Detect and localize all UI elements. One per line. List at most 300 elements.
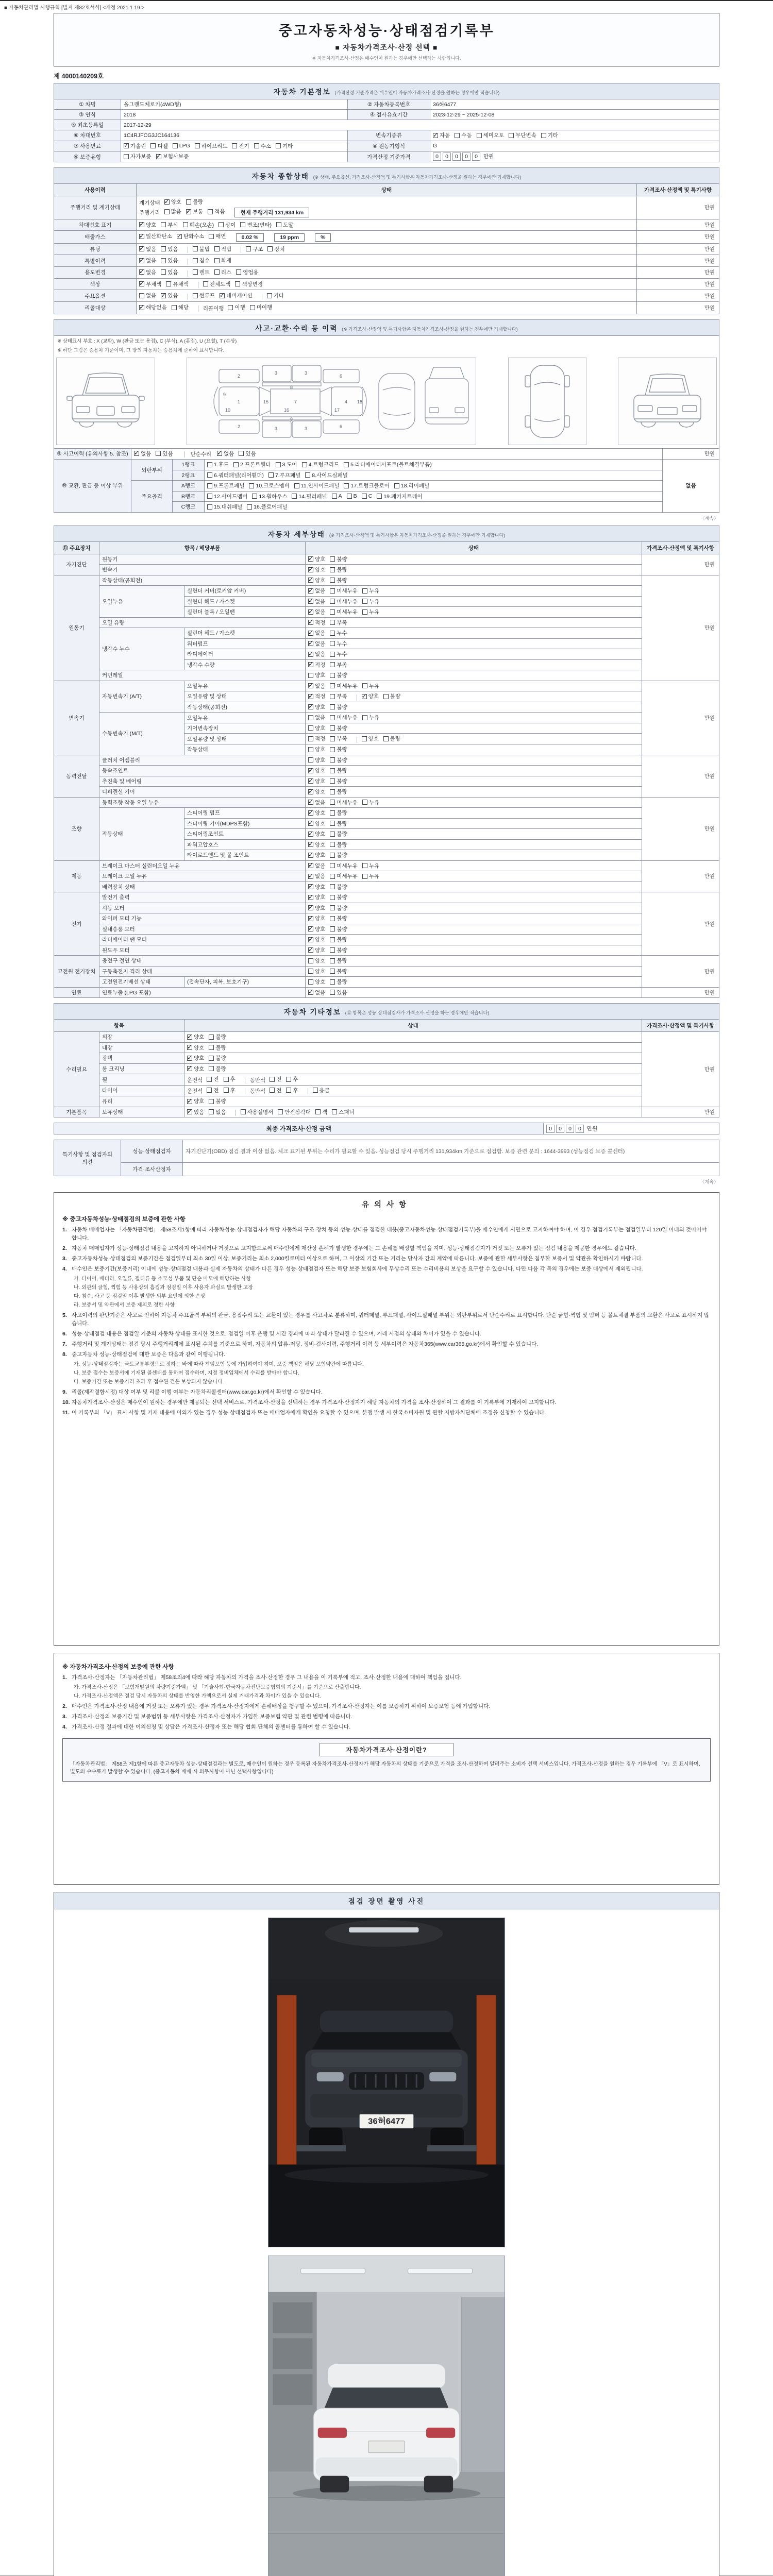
checkbox[interactable] [219,222,224,227]
checkbox[interactable] [270,1088,275,1093]
checkbox[interactable] [139,281,144,286]
checkbox[interactable] [362,494,367,499]
checkbox[interactable] [308,789,313,794]
checkbox[interactable] [276,222,281,227]
checkbox[interactable] [193,269,198,275]
checkbox[interactable] [308,768,313,773]
checkbox-option-침수[interactable] [193,257,210,264]
checkbox-option-적정[interactable] [308,735,325,742]
checkbox[interactable] [330,916,335,921]
checkbox-option-불량[interactable] [330,777,347,785]
checkbox[interactable] [161,293,166,298]
checkbox[interactable] [308,736,313,741]
checkbox[interactable] [308,821,313,826]
checkbox-option-썬루프[interactable] [193,292,215,299]
checkbox-option-양호[interactable] [308,978,325,986]
checkbox[interactable] [193,293,198,298]
checkbox[interactable] [330,620,335,625]
checkbox[interactable] [183,222,188,227]
checkbox[interactable] [209,234,214,239]
checkbox[interactable] [236,269,241,275]
checkbox[interactable] [220,293,225,298]
checkbox[interactable] [294,483,299,488]
checkbox-option-없음[interactable] [134,450,151,457]
checkbox-option-양호[interactable] [308,756,325,764]
checkbox[interactable] [477,133,482,138]
checkbox[interactable] [240,222,245,227]
checkbox-option-없음[interactable] [308,989,325,996]
checkbox[interactable] [330,937,335,942]
checkbox[interactable] [308,905,313,910]
checkbox-option-양호[interactable] [308,957,325,964]
checkbox[interactable] [161,258,166,263]
checkbox[interactable] [362,736,367,741]
checkbox[interactable] [207,494,212,499]
checkbox-option-양호[interactable] [308,577,325,584]
checkbox[interactable] [193,258,198,263]
checkbox-option-미이행[interactable] [250,303,272,311]
checkbox[interactable] [249,483,254,488]
checkbox-option-구조[interactable] [246,245,263,253]
checkbox[interactable] [332,494,337,499]
checkbox[interactable] [330,704,335,709]
checkbox-option-불량[interactable] [330,767,347,774]
checkbox-option-불량[interactable] [330,936,347,943]
checkbox[interactable] [541,133,546,138]
checkbox-option-기타[interactable] [267,292,284,299]
checkbox[interactable] [134,451,139,456]
checkbox-option-양호[interactable] [308,671,325,679]
checkbox[interactable] [209,1035,214,1040]
checkbox-option-미세누유[interactable] [330,587,358,595]
checkbox-option-6.쿼터패널(리어휀더)[interactable] [207,471,264,479]
checkbox[interactable] [330,895,335,900]
checkbox-option-불량[interactable] [330,745,347,753]
checkbox-option-양호[interactable] [308,777,325,785]
checkbox[interactable] [308,947,313,953]
checkbox-option-19.패키지트레이[interactable] [377,493,422,500]
checkbox-option-불량[interactable] [330,566,347,573]
checkbox-option-전기[interactable] [232,142,249,150]
checkbox-option-누유[interactable] [362,598,379,605]
checkbox[interactable] [315,1109,321,1114]
checkbox-option-디젤[interactable] [150,142,167,150]
checkbox[interactable] [308,895,313,900]
checkbox-option-17.트렁크플로어[interactable] [344,482,389,489]
checkbox-option-상이[interactable] [219,221,236,229]
checkbox[interactable] [330,578,335,583]
checkbox-option-불량[interactable] [330,724,347,732]
checkbox[interactable] [232,143,237,148]
checkbox[interactable] [330,832,335,837]
checkbox[interactable] [362,588,367,594]
checkbox-option-양호[interactable] [164,198,181,206]
checkbox-option-많음[interactable] [164,208,181,215]
checkbox-option-미세누유[interactable] [330,799,358,806]
checkbox[interactable] [308,620,313,625]
checkbox[interactable] [209,1099,214,1104]
checkbox-option-색상변경[interactable] [235,280,263,288]
checkbox[interactable] [308,990,313,995]
checkbox-option-있음[interactable] [161,257,178,264]
checkbox[interactable] [164,209,170,214]
checkbox-option-불량[interactable] [383,735,400,742]
checkbox-option-해당[interactable] [172,303,189,311]
checkbox[interactable] [139,305,144,310]
checkbox-option-양호[interactable] [308,925,325,933]
checkbox[interactable] [362,609,367,615]
checkbox[interactable] [330,958,335,963]
checkbox-option-부식[interactable] [161,221,178,229]
checkbox[interactable] [308,969,313,974]
checkbox-option-불량[interactable] [330,946,347,954]
checkbox[interactable] [139,222,144,227]
checkbox-option-미세누유[interactable] [330,872,358,880]
checkbox-option-해당없음[interactable] [139,303,167,311]
checkbox[interactable] [330,969,335,974]
checkbox[interactable] [330,673,335,678]
checkbox-option-양호[interactable] [187,1054,204,1062]
checkbox[interactable] [344,462,349,467]
checkbox[interactable] [276,143,281,148]
checkbox[interactable] [330,631,335,636]
checkbox[interactable] [308,694,313,699]
checkbox-option-누수[interactable] [330,640,347,648]
checkbox-option-누유[interactable] [362,682,379,690]
checkbox-option-A[interactable] [332,493,342,499]
checkbox-option-양호[interactable] [308,946,325,954]
checkbox-option-기타[interactable] [276,142,293,150]
checkbox-option-LPG[interactable] [173,143,190,149]
checkbox-option-있음[interactable] [330,989,347,996]
checkbox-option-양호[interactable] [308,555,325,563]
checkbox-option-양호[interactable] [187,1044,204,1052]
checkbox-option-불량[interactable] [330,883,347,891]
checkbox[interactable] [207,504,212,510]
checkbox-option-불량[interactable] [330,555,347,563]
checkbox-option-매연[interactable] [209,232,226,240]
checkbox[interactable] [330,810,335,816]
checkbox[interactable] [330,588,335,594]
checkbox[interactable] [308,631,313,636]
checkbox[interactable] [347,494,352,499]
checkbox-option-불량[interactable] [330,957,347,964]
checkbox-option-스패너[interactable] [332,1108,354,1116]
checkbox[interactable] [362,599,367,604]
checkbox-option-장치[interactable] [267,245,284,253]
checkbox[interactable] [286,1088,291,1093]
checkbox[interactable] [217,451,222,456]
checkbox[interactable] [276,462,281,467]
checkbox[interactable] [330,736,335,741]
checkbox-option-9.프론트패널[interactable] [207,482,244,489]
checkbox[interactable] [209,1109,214,1114]
checkbox-option-누유[interactable] [362,799,379,806]
checkbox[interactable] [330,926,335,931]
checkbox[interactable] [308,874,313,879]
checkbox[interactable] [172,305,177,310]
checkbox-option-11.인사이드패널[interactable] [294,482,340,489]
checkbox[interactable] [330,652,335,657]
checkbox[interactable] [246,246,251,251]
checkbox-option-네비게이션[interactable] [220,292,253,299]
checkbox-option-누유[interactable] [362,587,379,595]
checkbox-option-있음[interactable] [187,1108,204,1116]
checkbox-option-적음[interactable] [208,208,225,215]
checkbox-option-전[interactable] [207,1075,219,1083]
checkbox[interactable] [247,504,252,510]
checkbox[interactable] [228,305,233,310]
checkbox-option-전[interactable] [270,1075,281,1083]
checkbox[interactable] [166,281,171,286]
checkbox-option-없음[interactable] [308,862,325,870]
checkbox-option-14.필러패널[interactable] [292,493,327,500]
checkbox[interactable] [241,1109,246,1114]
checkbox-option-전[interactable] [207,1087,219,1094]
checkbox[interactable] [330,947,335,953]
checkbox-option-불량[interactable] [330,914,347,922]
checkbox-option-무채색[interactable] [139,280,161,288]
checkbox[interactable] [308,853,313,858]
checkbox[interactable] [509,133,514,138]
checkbox[interactable] [433,133,438,138]
checkbox-option-리스[interactable] [214,268,231,276]
checkbox[interactable] [330,979,335,985]
checkbox-option-유채색[interactable] [166,280,188,288]
checkbox[interactable] [308,641,313,646]
checkbox-option-후[interactable] [224,1087,236,1094]
checkbox[interactable] [313,1088,318,1093]
checkbox-option-누수[interactable] [330,629,347,637]
checkbox-option-보험사보증[interactable] [156,152,189,160]
checkbox[interactable] [362,715,367,720]
checkbox[interactable] [177,234,182,239]
checkbox-option-양호[interactable] [308,841,325,849]
checkbox-option-양호[interactable] [308,851,325,859]
checkbox-option-없음[interactable] [139,292,156,299]
checkbox[interactable] [214,269,220,275]
checkbox-option-없음[interactable] [308,587,325,595]
checkbox[interactable] [270,1077,275,1082]
checkbox[interactable] [164,199,170,205]
checkbox-option-있음[interactable] [161,268,178,276]
checkbox-option-적정[interactable] [308,619,325,626]
checkbox-option-불량[interactable] [330,756,347,764]
checkbox-option-3.도어[interactable] [276,461,297,468]
checkbox-option-적정[interactable] [308,661,325,669]
checkbox-option-없음[interactable] [308,629,325,637]
checkbox-option-16.플로어패널[interactable] [247,503,287,511]
checkbox-option-양호[interactable] [308,703,325,711]
checkbox[interactable] [186,209,191,214]
checkbox-option-없음[interactable] [308,799,325,806]
checkbox[interactable] [308,832,313,837]
checkbox-option-변조(변타)[interactable] [240,221,272,229]
checkbox-option-양호[interactable] [308,936,325,943]
checkbox[interactable] [330,757,335,762]
checkbox-option-누유[interactable] [362,608,379,616]
checkbox[interactable] [207,472,212,478]
checkbox-option-8.사이드실패널[interactable] [305,471,348,479]
checkbox[interactable] [308,683,313,688]
checkbox[interactable] [330,768,335,773]
checkbox[interactable] [207,483,212,488]
checkbox[interactable] [308,578,313,583]
checkbox[interactable] [193,246,198,251]
checkbox[interactable] [308,704,313,709]
checkbox[interactable] [308,556,313,562]
checkbox[interactable] [224,1088,229,1093]
checkbox-option-불량[interactable] [330,925,347,933]
checkbox[interactable] [156,154,161,159]
checkbox[interactable] [214,258,220,263]
checkbox[interactable] [330,778,335,784]
checkbox[interactable] [161,269,166,275]
checkbox[interactable] [332,1109,337,1114]
checkbox-option-누유[interactable] [362,872,379,880]
checkbox[interactable] [187,1045,192,1050]
checkbox-option-미세누유[interactable] [330,862,358,870]
checkbox-option-세미오토[interactable] [477,131,505,139]
checkbox-option-없음[interactable] [308,598,325,605]
checkbox[interactable] [124,154,129,159]
checkbox[interactable] [308,810,313,816]
checkbox[interactable] [187,1099,192,1104]
checkbox[interactable] [208,209,213,214]
checkbox[interactable] [278,1109,283,1114]
checkbox-option-없음[interactable] [308,872,325,880]
checkbox-option-없음[interactable] [308,608,325,616]
checkbox[interactable] [308,800,313,805]
checkbox[interactable] [254,143,259,148]
checkbox-option-응급[interactable] [313,1087,330,1094]
checkbox-option-5.라디에이터서포트(볼트체결부품)[interactable] [344,461,432,468]
checkbox-option-양호[interactable] [308,883,325,891]
checkbox-option-훼손(오손)[interactable] [183,221,214,229]
checkbox[interactable] [330,863,335,868]
checkbox[interactable] [250,305,255,310]
checkbox-option-양호[interactable] [308,968,325,975]
checkbox-option-영업용[interactable] [236,268,258,276]
checkbox[interactable] [139,246,144,251]
checkbox-option-없음[interactable] [308,640,325,648]
checkbox[interactable] [209,1066,214,1071]
checkbox-option-도말[interactable] [276,221,293,229]
checkbox[interactable] [377,494,382,499]
checkbox-option-가솔린[interactable] [124,142,146,150]
checkbox[interactable] [394,483,399,488]
checkbox-option-10.크로스멤버[interactable] [249,482,289,489]
checkbox-option-불량[interactable] [330,851,347,859]
checkbox[interactable] [187,1109,192,1114]
checkbox-option-불량[interactable] [330,904,347,912]
checkbox[interactable] [292,494,297,499]
checkbox-option-이행[interactable] [228,303,245,311]
checkbox-option-B[interactable] [347,493,357,499]
checkbox[interactable] [362,683,367,688]
checkbox[interactable] [207,1077,212,1082]
checkbox-option-수동[interactable] [455,131,472,139]
checkbox[interactable] [330,725,335,731]
checkbox-option-사용설명서[interactable] [241,1108,274,1116]
checkbox[interactable] [330,990,335,995]
checkbox[interactable] [186,199,191,205]
checkbox-option-양호[interactable] [308,830,325,838]
checkbox[interactable] [308,599,313,604]
checkbox-option-전체도색[interactable] [203,280,231,288]
checkbox-option-양호[interactable] [362,692,379,700]
checkbox[interactable] [302,462,307,467]
checkbox-option-양호[interactable] [308,566,325,573]
checkbox-option-불량[interactable] [330,968,347,975]
checkbox[interactable] [233,462,239,467]
checkbox[interactable] [268,472,274,478]
checkbox-option-양호[interactable] [308,745,325,753]
checkbox-option-일산화탄소[interactable] [139,232,172,240]
checkbox-option-미세누유[interactable] [330,598,358,605]
checkbox-option-후[interactable] [286,1075,298,1083]
checkbox-option-하이브리드[interactable] [195,142,228,150]
checkbox-option-불량[interactable] [330,893,347,901]
checkbox-option-안전삼각대[interactable] [278,1108,311,1116]
checkbox[interactable] [308,863,313,868]
checkbox-option-없음[interactable] [217,450,234,457]
checkbox-option-양호[interactable] [308,809,325,817]
checkbox-option-C[interactable] [362,493,373,499]
checkbox[interactable] [235,281,240,286]
checkbox-option-렌트[interactable] [193,268,210,276]
checkbox[interactable] [308,979,313,985]
checkbox[interactable] [308,588,313,594]
checkbox[interactable] [161,222,166,227]
checkbox[interactable] [207,462,212,467]
checkbox-option-누유[interactable] [362,714,379,721]
checkbox[interactable] [308,937,313,942]
checkbox[interactable] [308,715,313,720]
checkbox[interactable] [362,863,367,868]
checkbox-option-양호[interactable] [308,767,325,774]
checkbox[interactable] [267,293,272,298]
checkbox-option-적법[interactable] [214,245,231,253]
checkbox-option-13.휠하우스[interactable] [252,493,287,500]
checkbox[interactable] [139,234,144,239]
checkbox[interactable] [330,842,335,847]
checkbox-option-불량[interactable] [330,788,347,795]
checkbox-option-불량[interactable] [209,1065,226,1073]
checkbox[interactable] [330,800,335,805]
checkbox-option-미세누유[interactable] [330,682,358,690]
checkbox[interactable] [308,958,313,963]
checkbox[interactable] [161,246,166,251]
checkbox-option-자가보증[interactable] [124,152,152,160]
checkbox-option-보통[interactable] [186,208,203,215]
checkbox-option-양호[interactable] [308,893,325,901]
checkbox[interactable] [124,143,129,148]
checkbox-option-수소[interactable] [254,142,271,150]
checkbox[interactable] [267,246,273,251]
checkbox-option-불량[interactable] [330,978,347,986]
checkbox[interactable] [139,269,144,275]
checkbox-option-15.대쉬패널[interactable] [207,503,242,511]
checkbox-option-양호[interactable] [187,1033,204,1041]
checkbox[interactable] [330,884,335,889]
checkbox-option-후[interactable] [286,1087,298,1094]
checkbox-option-불량[interactable] [186,198,203,206]
checkbox-option-부족[interactable] [330,692,347,700]
checkbox-option-탄화수소[interactable] [177,232,205,240]
checkbox-option-있음[interactable] [239,450,256,457]
checkbox-option-없음[interactable] [139,245,156,253]
